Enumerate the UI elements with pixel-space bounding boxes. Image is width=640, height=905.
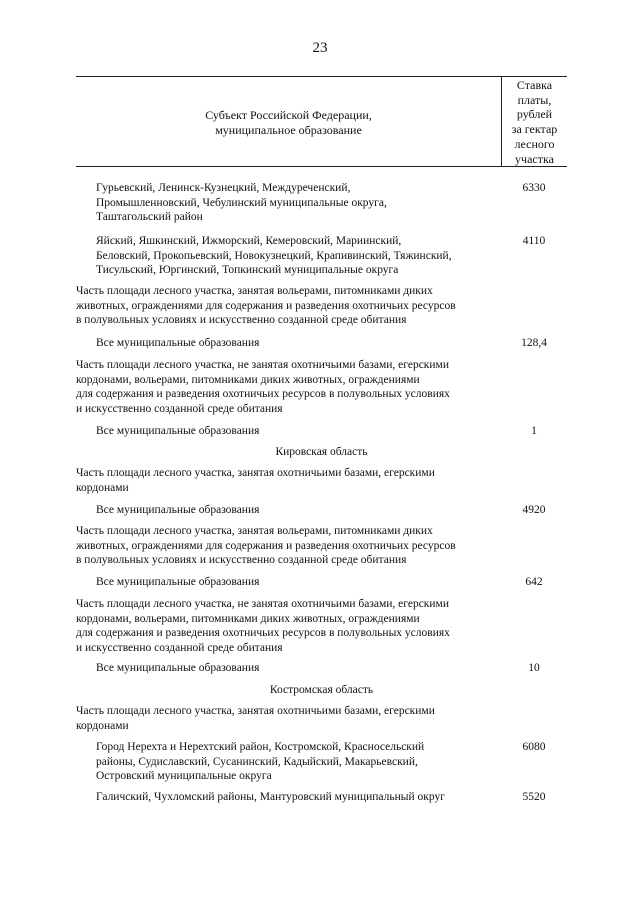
entry-line: Беловский, Прокопьевский, Новокузнецкий, Крапивинский, Тяжинский, xyxy=(96,249,452,262)
land-part-description xyxy=(76,358,496,416)
entry-line: Город Нерехта и Нерехтский район, Костромской, Красносельский xyxy=(96,741,425,753)
table-header-rule xyxy=(76,166,567,167)
entry-line: Все муниципальные образования xyxy=(96,504,260,516)
entry-line: Островский муниципальные округа xyxy=(96,770,272,782)
entry-line: районы, Судиславский, Сусанинский, Кадыйский, Макарьевский, xyxy=(96,755,418,768)
rate-value: 128,4 xyxy=(521,337,547,349)
description-line: Часть площади лесного участка, занятая вольерами, питомниками диких xyxy=(76,525,433,537)
rate-value: 4920 xyxy=(522,504,546,516)
description-line: для содержания и разведения охотничьих ресурсов в полувольных условиях xyxy=(76,627,450,639)
page-number: 23 xyxy=(312,40,328,56)
region-heading: Кировская область xyxy=(275,446,368,458)
municipality-entry xyxy=(96,790,496,805)
municipality-entry xyxy=(96,740,496,784)
description-line: кордонами xyxy=(76,481,129,494)
land-part-description xyxy=(76,524,496,568)
column-header-subject xyxy=(76,108,501,137)
description-line: и искусственно созданной среде обитания xyxy=(76,402,283,415)
entry-line: Промышленновский, Чебулинский муниципальные округа, xyxy=(96,196,387,209)
rate-value: 642 xyxy=(525,576,543,588)
land-part-description xyxy=(76,704,496,733)
municipality-entry xyxy=(96,424,496,439)
rate-value: 1 xyxy=(531,425,537,437)
entry-line: Таштагольский район xyxy=(96,211,203,223)
land-part-description xyxy=(76,284,496,328)
table-top-rule xyxy=(76,76,567,77)
region-heading: Костромская область xyxy=(269,684,374,696)
column-header-rate-line: рублей xyxy=(516,107,553,122)
description-line: в полувольных условиях и искусственно созданной среде обитания xyxy=(76,314,407,326)
rate-value: 4110 xyxy=(522,235,546,247)
column-header-subject-line: Субъект Российской Федерации, xyxy=(205,108,372,122)
column-header-subject-line: муниципальное образование xyxy=(215,122,362,137)
description-line: Часть площади лесного участка, не занятая охотничьими базами, егерскими xyxy=(76,359,449,371)
description-line: и искусственно созданной среде обитания xyxy=(76,641,283,654)
municipality-entry xyxy=(96,336,496,351)
rate-value: 6330 xyxy=(522,182,546,194)
municipality-entry xyxy=(96,181,496,225)
rate-value: 6080 xyxy=(522,741,546,753)
description-line: для содержания и разведения охотничьих ресурсов в полувольных условиях xyxy=(76,388,450,400)
column-header-rate xyxy=(502,78,567,166)
municipality-entry xyxy=(96,234,496,278)
entry-line: Гурьевский, Ленинск-Кузнецкий, Междуреченский, xyxy=(96,182,351,194)
entry-line: Все муниципальные образования xyxy=(96,662,260,674)
description-line: Часть площади лесного участка, не занятая охотничьими базами, егерскими xyxy=(76,598,449,610)
rate-value: 5520 xyxy=(522,791,546,803)
entry-line: Тисульский, Юргинский, Топкинский муниципальные округа xyxy=(96,264,399,276)
land-part-description xyxy=(76,597,496,655)
municipality-entry xyxy=(96,575,496,590)
description-line: животных, ограждениями для содержания и разведения охотничьих ресурсов xyxy=(76,299,456,312)
column-header-rate-line: участка xyxy=(515,151,554,166)
description-line: Часть площади лесного участка, занятая охотничьими базами, егерскими xyxy=(76,467,435,479)
description-line: кордонами, вольерами, питомниками диких животных, ограждениями xyxy=(76,373,420,386)
description-line: Часть площади лесного участка, занятая вольерами, питомниками диких xyxy=(76,285,433,297)
description-line: кордонами, вольерами, питомниками диких животных, ограждениями xyxy=(76,612,420,625)
entry-line: Галичский, Чухломский районы, Мантуровский муниципальный округ xyxy=(96,791,445,803)
description-line: кордонами xyxy=(76,719,129,732)
entry-line: Все муниципальные образования xyxy=(96,576,260,588)
municipality-entry xyxy=(96,661,496,676)
entry-line: Все муниципальные образования xyxy=(96,425,260,437)
column-header-rate-line: платы, xyxy=(517,92,552,107)
column-header-rate-line: за гектар xyxy=(511,122,558,137)
column-header-rate-line: Ставка xyxy=(516,78,553,92)
column-header-rate-line: лесного xyxy=(514,136,555,151)
land-part-description xyxy=(76,466,496,495)
entry-line: Яйский, Яшкинский, Ижморский, Кемеровский, Мариинский, xyxy=(96,235,402,247)
rate-value: 10 xyxy=(528,662,540,674)
description-line: животных, ограждениями для содержания и разведения охотничьих ресурсов xyxy=(76,539,456,552)
description-line: Часть площади лесного участка, занятая охотничьими базами, егерскими xyxy=(76,705,435,717)
description-line: в полувольных условиях и искусственно созданной среде обитания xyxy=(76,554,407,566)
municipality-entry xyxy=(96,503,496,518)
entry-line: Все муниципальные образования xyxy=(96,337,260,349)
